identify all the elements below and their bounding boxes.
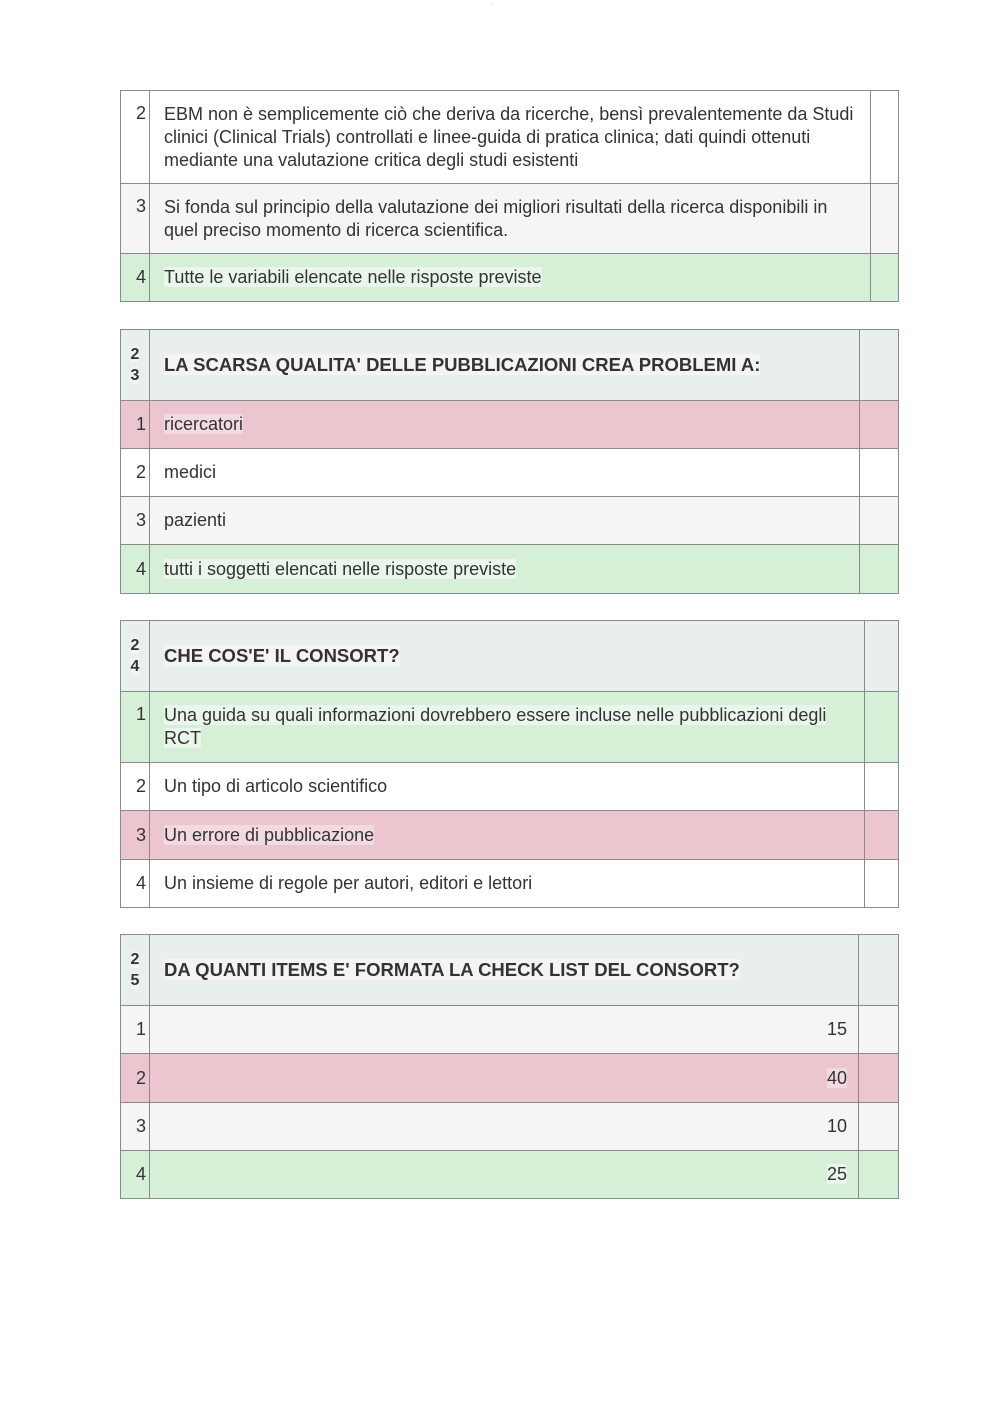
answer-row <box>121 497 899 545</box>
answer-row-correct <box>121 1151 899 1199</box>
answer-mark-cell <box>871 91 899 184</box>
answer-row-correct <box>121 692 899 763</box>
answer-mark-cell <box>871 184 899 254</box>
answer-text: EBM non è semplicemente ciò che deriva da ricerche, bensì prevalentemente da Studi clinici (Clinical Trials) controllati e linee-guida di pratica clinica; dati quindi ottenuti mediante una valutazione critica degli studi esistenti <box>150 91 871 184</box>
answer-number: 3 <box>121 184 150 254</box>
answer-mark-cell <box>865 763 899 811</box>
answer-number: 2 <box>121 763 150 811</box>
question-mark-cell <box>859 935 899 1006</box>
answer-mark-cell <box>859 1054 899 1103</box>
answer-mark-cell <box>859 1103 899 1151</box>
answer-number: 2 <box>121 91 150 184</box>
answer-value: 10 <box>150 1103 859 1151</box>
answer-number: 4 <box>121 254 150 302</box>
answer-text: pazienti <box>150 497 860 545</box>
answer-mark-cell <box>860 545 899 594</box>
question-header-row <box>121 621 899 692</box>
answer-number: 3 <box>121 1103 150 1151</box>
answer-number: 4 <box>121 545 150 594</box>
question-header-row <box>121 330 899 401</box>
answer-number: 2 <box>121 1054 150 1103</box>
answer-text: Un tipo di articolo scientifico <box>150 763 865 811</box>
answer-text: medici <box>150 449 860 497</box>
answer-mark-cell <box>865 692 899 763</box>
answer-number: 1 <box>121 1006 150 1054</box>
answer-text: ricercatori <box>150 401 860 449</box>
answer-text: tutti i soggetti elencati nelle risposte previste <box>150 545 860 594</box>
answer-row <box>121 184 899 254</box>
answer-text: Un errore di pubblicazione <box>150 811 865 860</box>
answer-mark-cell <box>860 497 899 545</box>
answer-number: 4 <box>121 1151 150 1199</box>
page-mark: ... <box>490 0 495 6</box>
answer-row <box>121 1006 899 1054</box>
answer-row <box>121 449 899 497</box>
answer-row <box>121 1103 899 1151</box>
answer-row-correct <box>121 545 899 594</box>
answer-row <box>121 763 899 811</box>
question-number: 2 3 <box>121 330 150 401</box>
answer-text: Si fonda sul principio della valutazione dei migliori risultati della ricerca disponibili in quel preciso momento di ricerca scientifica. <box>150 184 871 254</box>
answer-mark-cell <box>865 860 899 908</box>
answer-number: 3 <box>121 497 150 545</box>
answer-number: 4 <box>121 860 150 908</box>
question-24-table <box>120 620 899 908</box>
question-number: 2 5 <box>121 935 150 1006</box>
question-text: DA QUANTI ITEMS E' FORMATA LA CHECK LIST DEL CONSORT? <box>150 935 859 1006</box>
answer-value: 15 <box>150 1006 859 1054</box>
answer-row <box>121 91 899 184</box>
answer-row-wrong <box>121 401 899 449</box>
answer-text: Tutte le variabili elencate nelle risposte previste <box>150 254 871 302</box>
answer-mark-cell <box>860 449 899 497</box>
answer-text: Un insieme di regole per autori, editori e lettori <box>150 860 865 908</box>
question-number: 2 4 <box>121 621 150 692</box>
answer-mark-cell <box>871 254 899 302</box>
answer-row-wrong <box>121 1054 899 1103</box>
answer-row <box>121 860 899 908</box>
answer-mark-cell <box>860 401 899 449</box>
answer-row-wrong <box>121 811 899 860</box>
question-23-table <box>120 329 899 594</box>
answer-number: 2 <box>121 449 150 497</box>
answer-mark-cell <box>859 1006 899 1054</box>
answer-number: 1 <box>121 692 150 763</box>
answer-number: 1 <box>121 401 150 449</box>
question-mark-cell <box>865 621 899 692</box>
answer-value: 40 <box>150 1054 859 1103</box>
question-22-continuation-table <box>120 90 899 302</box>
question-25-table <box>120 934 899 1199</box>
answer-row-correct <box>121 254 899 302</box>
question-text: LA SCARSA QUALITA' DELLE PUBBLICAZIONI CREA PROBLEMI A: <box>150 330 860 401</box>
answer-text: Una guida su quali informazioni dovrebbero essere incluse nelle pubblicazioni degli RCT <box>150 692 865 763</box>
question-text: CHE COS'E' IL CONSORT? <box>150 621 865 692</box>
answer-mark-cell <box>859 1151 899 1199</box>
answer-number: 3 <box>121 811 150 860</box>
answer-mark-cell <box>865 811 899 860</box>
question-mark-cell <box>860 330 899 401</box>
question-header-row <box>121 935 899 1006</box>
answer-value: 25 <box>150 1151 859 1199</box>
